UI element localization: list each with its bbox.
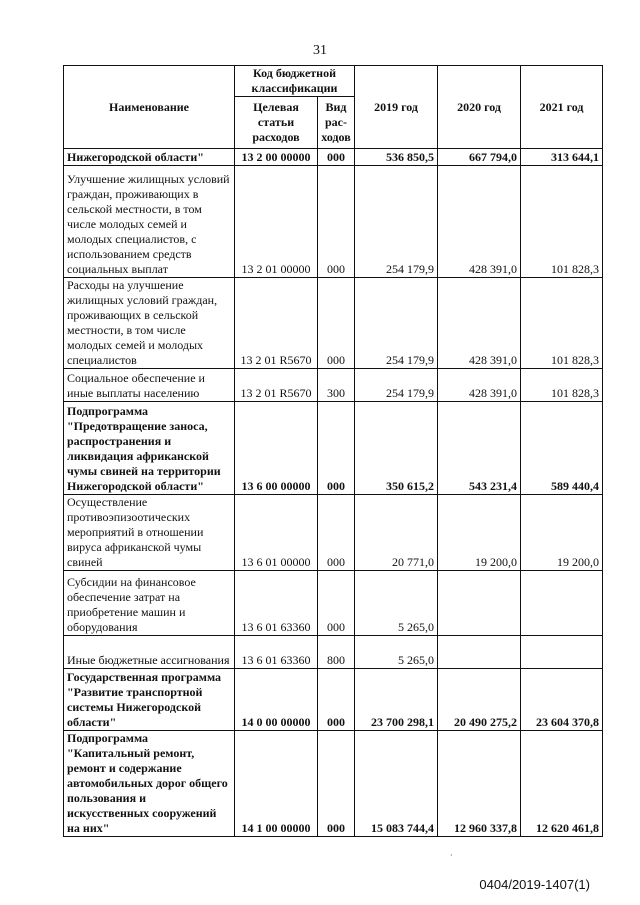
header-2020: 2020 год [438,66,521,149]
row-name: Осуществление противоэпизоотических мероприятий в отношении вируса африканской чумы свиней [64,495,235,571]
row-name: Социальное обеспечение и иные выплаты населению [64,369,235,402]
table-row [64,495,603,571]
footer-mark: · [450,851,453,860]
row-2019: 536 850,5 [355,149,438,166]
row-code: 14 1 00 00000 [235,731,318,837]
row-vid: 000 [318,731,355,837]
budget-table [63,65,603,837]
row-code: 13 2 01 R5670 [235,369,318,402]
header-name: Наименование [64,66,235,149]
table-row [64,149,603,166]
row-code: 13 2 01 R5670 [235,278,318,369]
row-vid: 000 [318,402,355,495]
row-2021: 313 644,1 [521,149,603,166]
row-2020: 543 231,4 [438,402,521,495]
row-vid: 000 [318,278,355,369]
row-2021: 12 620 461,8 [521,731,603,837]
row-name: Субсидии на финансовое обеспечение затрат на приобретение машин и оборудования [64,571,235,636]
row-2019: 15 083 744,4 [355,731,438,837]
row-vid: 800 [318,636,355,669]
row-2021: 589 440,4 [521,402,603,495]
row-2020: 428 391,0 [438,278,521,369]
row-code: 13 6 01 63360 [235,636,318,669]
table-row [64,571,603,636]
table-row [64,669,603,731]
row-code: 13 6 01 63360 [235,571,318,636]
table-row [64,369,603,402]
row-2019: 20 771,0 [355,495,438,571]
row-2021: 101 828,3 [521,369,603,402]
row-code: 13 6 00 00000 [235,402,318,495]
row-vid: 000 [318,571,355,636]
row-2019: 254 179,9 [355,278,438,369]
row-name: Нижегородской области" [64,149,235,166]
table-row [64,166,603,278]
row-name: Подпрограмма "Капитальный ремонт, ремонт и содержание автомобильных дорог общего пользования и искусственных сооружений на них" [64,731,235,837]
row-2020: 12 960 337,8 [438,731,521,837]
table-row [64,278,603,369]
row-2019: 254 179,9 [355,166,438,278]
row-2021: 101 828,3 [521,166,603,278]
row-vid: 000 [318,149,355,166]
row-2020 [438,636,521,669]
row-vid: 000 [318,166,355,278]
footer-code: 0404/2019-1407(1) [479,877,590,892]
row-2021 [521,636,603,669]
row-name: Улучшение жилищных условий граждан, проживающих в сельской местности, в том числе молодых семей и молодых специалистов, с использованием средств социальных выплат [64,166,235,278]
row-2019: 254 179,9 [355,369,438,402]
row-name: Расходы на улучшение жилищных условий граждан, проживающих в сельской местности, в том числе молодых семей и молодых специалистов [64,278,235,369]
header-vid: Вид рас-ходов [318,97,355,149]
header-2021: 2021 год [521,66,603,149]
row-vid: 000 [318,495,355,571]
row-2020: 667 794,0 [438,149,521,166]
row-2020: 428 391,0 [438,369,521,402]
row-code: 13 2 00 00000 [235,149,318,166]
row-name: Подпрограмма "Предотвращение заноса, распространения и ликвидация африканской чумы свиней на территории Нижегородской области" [64,402,235,495]
row-2020 [438,571,521,636]
row-2019: 350 615,2 [355,402,438,495]
table-row [64,636,603,669]
table-row [64,402,603,495]
row-vid: 000 [318,669,355,731]
row-2019: 5 265,0 [355,636,438,669]
row-vid: 300 [318,369,355,402]
row-name: Государственная программа "Развитие транспортной системы Нижегородской области" [64,669,235,731]
header-2019: 2019 год [355,66,438,149]
row-2019: 23 700 298,1 [355,669,438,731]
row-2020: 428 391,0 [438,166,521,278]
page-number: 31 [313,43,327,58]
row-code: 13 6 01 00000 [235,495,318,571]
row-2021: 19 200,0 [521,495,603,571]
row-code: 14 0 00 00000 [235,669,318,731]
row-2021: 23 604 370,8 [521,669,603,731]
row-2021: 101 828,3 [521,278,603,369]
header-target: Целевая статьи расходов [235,97,318,149]
header-budget-code: Код бюджетной классификации [235,66,355,97]
row-2020: 19 200,0 [438,495,521,571]
row-2021 [521,571,603,636]
row-2019: 5 265,0 [355,571,438,636]
row-code: 13 2 01 00000 [235,166,318,278]
row-2020: 20 490 275,2 [438,669,521,731]
table-row [64,731,603,837]
row-name: Иные бюджетные ассигнования [64,636,235,669]
